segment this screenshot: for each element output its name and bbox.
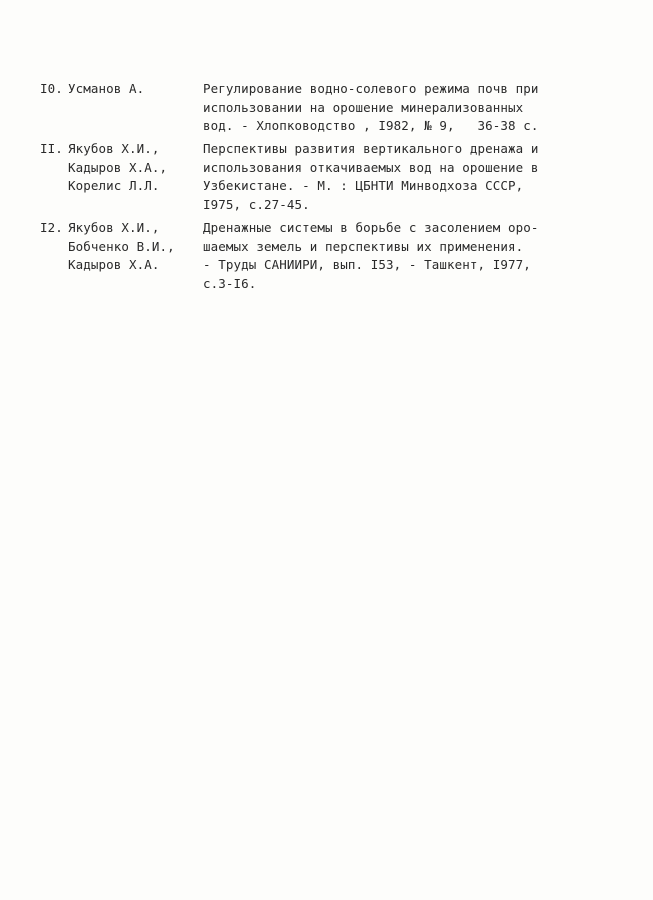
author-name: Кадыров Х.А., — [68, 159, 168, 175]
reference-authors — [68, 80, 218, 99]
author-name: Усманов А. — [68, 81, 145, 96]
reference-line: Дренажные системы в борьбе с засолением оро- — [203, 220, 539, 235]
reference-line: Регулирование водно-солевого режима почв при — [203, 81, 539, 96]
reference-line: использовании на орошение минерализованных — [203, 99, 524, 115]
author-name: Бобченко В.И., — [68, 238, 175, 254]
reference-authors — [68, 219, 218, 275]
reference-line: вод. - Хлопководство , I982, № 9, 36-38 с. — [203, 118, 539, 133]
author-name: Якубов Х.И., — [68, 141, 160, 156]
author-name: Якубов Х.И., — [68, 220, 160, 235]
reference-number: I0. — [40, 81, 63, 96]
reference-line: - Труды САНИИРИ, вып. I53, - Ташкент, I977, — [203, 257, 531, 272]
reference-line: использования откачиваемых вод на орошение в — [203, 159, 539, 175]
reference-line: шаемых земель и перспективы их применения. — [203, 238, 524, 254]
author-name: Корелис Л.Л. — [68, 178, 160, 193]
reference-text — [203, 219, 583, 293]
reference-number: II. — [40, 141, 63, 156]
reference-line: Узбекистане. - М. : ЦБНТИ Минводхоза СССР, — [203, 178, 524, 193]
reference-authors — [68, 140, 218, 196]
reference-number: I2. — [40, 220, 63, 235]
reference-text — [203, 80, 583, 136]
reference-line: I975, с.27-45. — [203, 196, 310, 212]
reference-line: Перспективы развития вертикального дренажа и — [203, 141, 539, 156]
reference-line: с.3-I6. — [203, 275, 257, 291]
reference-text — [203, 140, 583, 214]
author-name: Кадыров Х.А. — [68, 257, 160, 272]
